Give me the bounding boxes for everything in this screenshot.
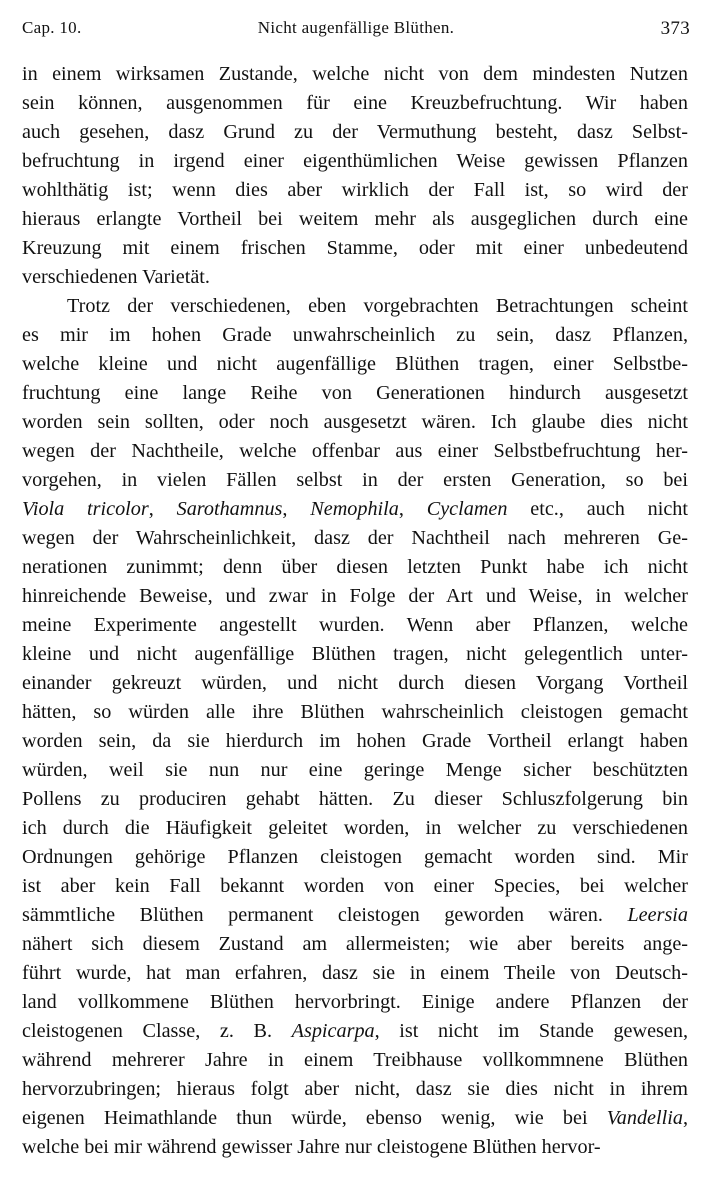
text-line: meine Experimente angestellt wurden. Wenn aber Pflanzen, welche bbox=[22, 614, 688, 636]
text-line bbox=[22, 1017, 688, 1046]
text-line: sein können, ausgenommen für eine Kreuzbefruchtung. Wir haben bbox=[22, 92, 688, 114]
italic-term: Nemophila bbox=[310, 498, 399, 520]
text-line: Trotz der verschiedenen, eben vorgebrachten Betrachtungen scheint bbox=[67, 295, 688, 317]
text-line: einander gekreuzt würden, und nicht durch diesen Vorgang Vortheil bbox=[22, 672, 688, 694]
text-line: ist aber kein Fall bekannt worden von einer Species, bei welcher bbox=[22, 875, 688, 897]
text-line: welche kleine und nicht augenfällige Blüthen tragen, einer Selbstbe- bbox=[22, 353, 688, 375]
text-segment: , bbox=[398, 498, 427, 520]
italic-term: Aspicarpa bbox=[291, 1020, 375, 1042]
text-line: vorgehen, in vielen Fällen selbst in der ersten Generation, so bei bbox=[22, 469, 688, 491]
text-segment: , ist nicht im Stande gewesen, bbox=[374, 1020, 688, 1042]
text-line: während mehrerer Jahre in einem Treibhause vollkommnene Blüthen bbox=[22, 1049, 688, 1071]
text-line: auch gesehen, dasz Grund zu der Vermuthung besteht, dasz Selbst- bbox=[22, 121, 688, 143]
text-line: Ordnungen gehörige Pflanzen cleistogen gemacht worden sind. Mir bbox=[22, 846, 688, 868]
text-line: in einem wirksamen Zustande, welche nicht von dem mindesten Nutzen bbox=[22, 63, 688, 85]
text-line: ich durch die Häufigkeit geleitet worden, in welcher zu verschiedenen bbox=[22, 817, 688, 839]
text-line: Kreuzung mit einem frischen Stamme, oder mit einer unbedeutend bbox=[22, 237, 688, 259]
text-line: wohlthätig ist; wenn dies aber wirklich der Fall ist, so wird der bbox=[22, 179, 688, 201]
page-number: 373 bbox=[660, 18, 690, 39]
text-line: welche bei mir während gewisser Jahre nur cleistogene Blüthen hervor- bbox=[22, 1136, 601, 1158]
text-segment: , bbox=[682, 1107, 688, 1129]
text-line: führt wurde, hat man erfahren, dasz sie in einem Theile von Deutsch- bbox=[22, 962, 688, 984]
text-segment: eigenen Heimathlande thun würde, ebenso wenig, wie bei bbox=[22, 1107, 607, 1129]
running-header bbox=[22, 18, 690, 44]
italic-term: Vandellia bbox=[606, 1107, 683, 1129]
text-line: hieraus erlangte Vortheil bei weitem mehr als ausgeglichen durch eine bbox=[22, 208, 688, 230]
italic-term: Viola tricolor bbox=[22, 498, 149, 520]
text-line: kleine und nicht augenfällige Blüthen tragen, nicht gelegentlich unter- bbox=[22, 643, 688, 665]
text-line: land vollkommene Blüthen hervorbringt. Einige andere Pflanzen der bbox=[22, 991, 688, 1013]
text-line: wegen der Nachtheile, welche offenbar aus einer Selbstbefruchtung her- bbox=[22, 440, 688, 462]
text-line: verschiedenen Varietät. bbox=[22, 266, 210, 288]
italic-term: Leersia bbox=[627, 904, 688, 926]
text-line: nähert sich diesem Zustand am allermeisten; wie aber bereits ange- bbox=[22, 933, 688, 955]
text-line: befruchtung in irgend einer eigenthümlichen Weise gewissen Pflanzen bbox=[22, 150, 688, 172]
text-line: fruchtung eine lange Reihe von Generationen hindurch ausgesetzt bbox=[22, 382, 688, 404]
text-line: würden, weil sie nun nur eine geringe Menge sicher beschützten bbox=[22, 759, 688, 781]
text-line bbox=[22, 495, 688, 524]
text-line: wegen der Wahrscheinlichkeit, dasz der Nachtheil nach mehreren Ge- bbox=[22, 527, 688, 549]
italic-term: Sarothamnus bbox=[176, 498, 283, 520]
chapter-label: Cap. 10. bbox=[22, 18, 82, 37]
text-line: Pollens zu produciren gehabt hätten. Zu dieser Schluszfolgerung bin bbox=[22, 788, 688, 810]
running-title: Nicht augenfällige Blüthen. bbox=[257, 18, 455, 37]
text-segment: , bbox=[282, 498, 311, 520]
text-segment: sämmtliche Blüthen permanent cleistogen geworden wären. bbox=[22, 904, 628, 926]
text-line bbox=[22, 901, 688, 930]
text-line bbox=[22, 1104, 688, 1133]
text-line: es mir im hohen Grade unwahrscheinlich zu sein, dasz Pflanzen, bbox=[22, 324, 688, 346]
text-segment: , bbox=[148, 498, 177, 520]
body-text bbox=[22, 60, 688, 1162]
text-line: worden sein, da sie hierdurch im hohen Grade Vortheil erlangt haben bbox=[22, 730, 688, 752]
text-segment: etc., auch nicht bbox=[507, 498, 688, 520]
text-segment: cleistogenen Classe, z. B. bbox=[22, 1020, 292, 1042]
text-line: worden sein sollten, oder noch ausgesetzt wären. Ich glaube dies nicht bbox=[22, 411, 688, 433]
text-line: hervorzubringen; hieraus folgt aber nicht, dasz sie dies nicht in ihrem bbox=[22, 1078, 688, 1100]
italic-term: Cyclamen bbox=[426, 498, 508, 520]
text-line: hätten, so würden alle ihre Blüthen wahrscheinlich cleistogen gemacht bbox=[22, 701, 688, 723]
text-line: nerationen zunimmt; denn über diesen letzten Punkt habe ich nicht bbox=[22, 556, 688, 578]
text-line: hinreichende Beweise, und zwar in Folge der Art und Weise, in welcher bbox=[22, 585, 688, 607]
